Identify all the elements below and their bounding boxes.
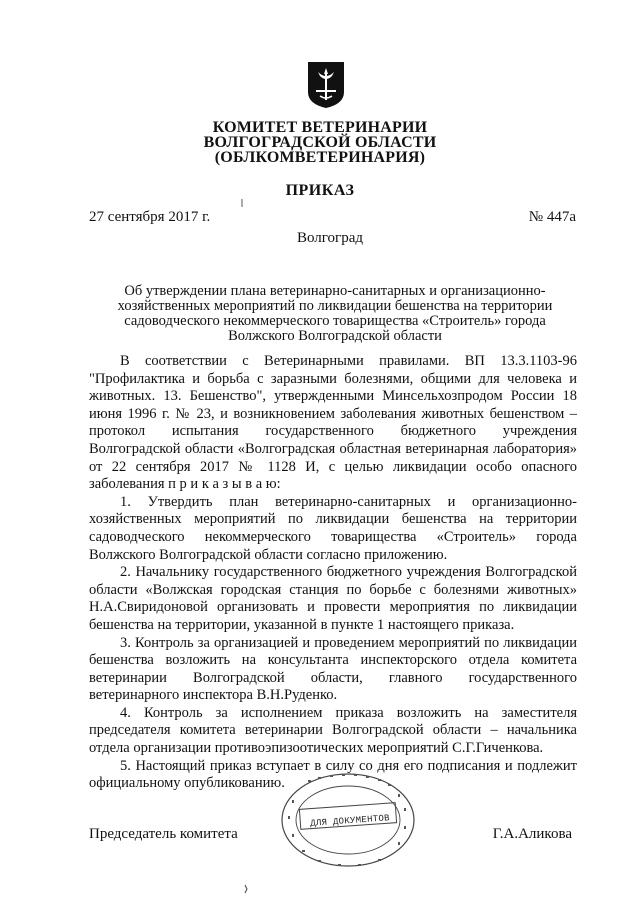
signatory-name: Г.А.Аликова <box>492 826 572 842</box>
org-name-line-1: КОМИТЕТ ВЕТЕРИНАРИИ <box>212 119 428 136</box>
document-type: ПРИКАЗ <box>285 182 355 199</box>
order-title: Об утверждении плана ветеринарно-санитарных и организационно-хозяйственных мероприятий по ликвидации бешенства на территории садоводческого некоммерческого товарищества «Строитель» города Волжского Волгоградской области <box>117 283 553 344</box>
org-name-line-2: ВОЛГОГРАДСКОЙ ОБЛАСТИ <box>203 134 437 151</box>
coat-of-arms-icon <box>306 60 346 109</box>
order-item-1: 1. Утвердить план ветеринарно-санитарных и организационно-хозяйственных мероприятий по ликвидации бешенства на территории садоводческого некоммерческого товарищества «Строитель» города Волжского Волгоградской области согласно приложению. <box>89 493 577 563</box>
order-item-5: 5. Настоящий приказ вступает в силу со дня его подписания и подлежит официальному опубликованию. <box>89 757 577 792</box>
order-item-4: 4. Контроль за исполнением приказа возложить на заместителя председателя комитета ветеринарии Волгоградской области – начальника отдела организации противоэпизоотических мероприятий С.Г.Гиченкова. <box>89 704 577 757</box>
org-name-abbr: (ОБЛКОМВЕТЕРИНАРИЯ) <box>214 149 426 166</box>
order-item-3: 3. Контроль за организацией и проведением мероприятий по ликвидации бешенства возложить на консультанта инспекторского отдела комитета ветеринарии Волгоградской области, главного государственного ветеринарного инспектора В.Н.Руденко. <box>89 634 577 704</box>
stamp-label: ДЛЯ ДОКУМЕНТОВ <box>309 813 391 829</box>
order-item-2: 2. Начальнику государственного бюджетного учреждения Волгоградской области «Волжская городская станция по борьбе с болезнями животных» Н.А.Свиридоновой организовать и провести мероприятия по ликвидации бешенства на территории, указанной в пункте 1 настоящего приказа. <box>89 564 577 633</box>
scan-mark-icon <box>239 198 245 208</box>
order-number: № 447а <box>528 209 576 225</box>
scan-mark-icon <box>243 884 249 894</box>
signatory-role: Председатель комитета <box>89 826 238 842</box>
order-date: 27 сентября 2017 г. <box>89 209 211 225</box>
preamble-paragraph: В соответствии с Ветеринарными правилами. ВП 13.3.1103-96 "Профилактика и борьба с заразными болезнями, общими для человека и животных. 13. Бешенство", утвержденными Минсельхозпродом России 18 июня 1996 г. № 23, и возникновением заболевания животных бешенством – протокол испытания государственного бюджетного учреждения Волгоградской области «Волгоградская областная ветеринарная лаборатория» от 22 сентября 2017 № 1128 И, с целью ликвидации особо опасного заболевания п р и к а з ы в а ю: <box>89 353 577 493</box>
issue-city: Волгоград <box>296 230 363 246</box>
order-body <box>89 353 577 793</box>
